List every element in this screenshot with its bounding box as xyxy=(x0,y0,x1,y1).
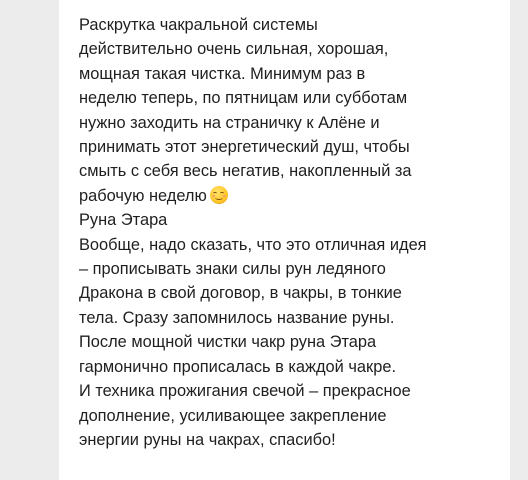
smiling-face-icon xyxy=(210,186,228,204)
message-line: неделю теперь, по пятницам или субботам xyxy=(79,89,408,108)
message-text xyxy=(79,13,490,452)
message-line: И техника прожигания свечой – прекрасное xyxy=(79,382,411,401)
message-line: действительно очень сильная, хорошая, xyxy=(79,40,389,59)
message-line: После мощной чистки чакр руна Этара xyxy=(79,333,377,352)
message-line: Раскрутка чакральной системы xyxy=(79,16,318,34)
message-line: мощная такая чистка. Минимум раз в xyxy=(79,64,366,83)
message-line: – прописывать знаки силы рун ледяного xyxy=(79,260,386,279)
message-card xyxy=(59,0,510,480)
message-line-with-emoji xyxy=(79,184,490,208)
message-line: дополнение, усиливающее закрепление xyxy=(79,406,387,425)
message-line: смыть с себя весь негатив, накопленный за xyxy=(79,162,412,181)
message-line: гармонично прописалась в каждой чакре. xyxy=(79,357,396,376)
message-line: Дракона в свой договор, в чакры, в тонкие xyxy=(79,284,402,303)
message-line-rune-title: Руна Этара xyxy=(79,211,168,230)
message-line: нужно заходить на страничку к Алёне и xyxy=(79,113,380,132)
message-line: Вообще, надо сказать, что это отличная идея xyxy=(79,235,427,254)
message-line: принимать этот энергетический душ, чтобы xyxy=(79,138,410,157)
message-line: энергии руны на чакрах, спасибо! xyxy=(79,430,336,449)
message-line: рабочую неделю xyxy=(79,186,207,205)
message-line: тела. Сразу запомнилось название руны. xyxy=(79,308,395,327)
